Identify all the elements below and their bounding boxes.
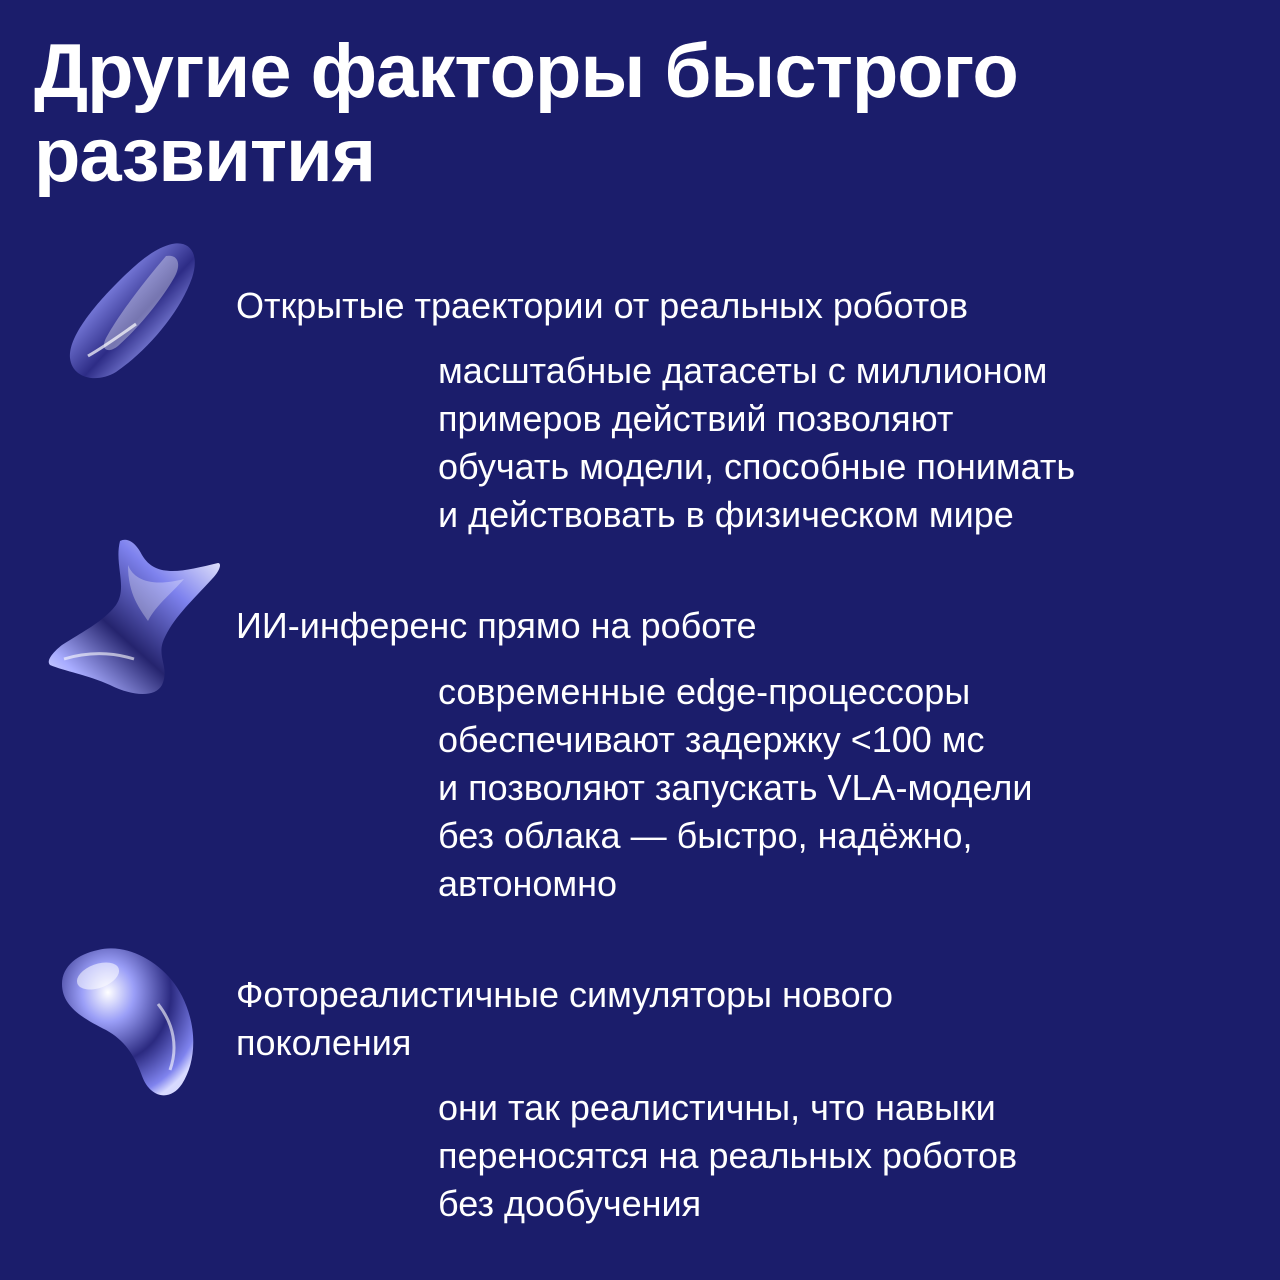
item-heading-line: поколения [236,1022,412,1063]
glass-drop-icon [58,944,198,1100]
item-description-line: без дообучения [438,1183,702,1224]
item-description-line: и позволяют запускать VLA-модели [438,767,1033,808]
item-heading-line: Фотореалистичные симуляторы нового [236,974,893,1015]
item-description-line: переносятся на реальных роботов [438,1135,1018,1176]
item-description [438,347,1258,539]
glass-capsule-icon [62,238,200,380]
item-description-line: без облака — быстро, надёжно, [438,815,973,856]
item-heading [236,602,1136,650]
item-description-line: и действовать в физическом мире [438,494,1014,535]
page-title-line: Другие факторы быстрого [34,29,1018,114]
item-heading-line: Открытые траектории от реальных роботов [236,285,969,326]
glass-twisted-shape-icon [44,535,224,700]
item-description [438,1084,1258,1228]
item-description-line: они так реалистичны, что навыки [438,1087,996,1128]
item-description-line: примеров действий позволяют [438,398,954,439]
item-description-line: обучать модели, способные понимать [438,446,1076,487]
page-title-line: развития [34,113,376,198]
item-heading-line: ИИ-инференс прямо на роботе [236,605,757,646]
item-description-line: автономно [438,863,618,904]
item-heading [236,282,1136,330]
item-description-line: масштабные датасеты с миллионом [438,350,1048,391]
item-description [438,668,1258,908]
item-description-line: современные edge-процессоры [438,671,971,712]
page-title [34,30,1234,198]
item-heading [236,971,1136,1067]
item-description-line: обеспечивают задержку <100 мс [438,719,985,760]
